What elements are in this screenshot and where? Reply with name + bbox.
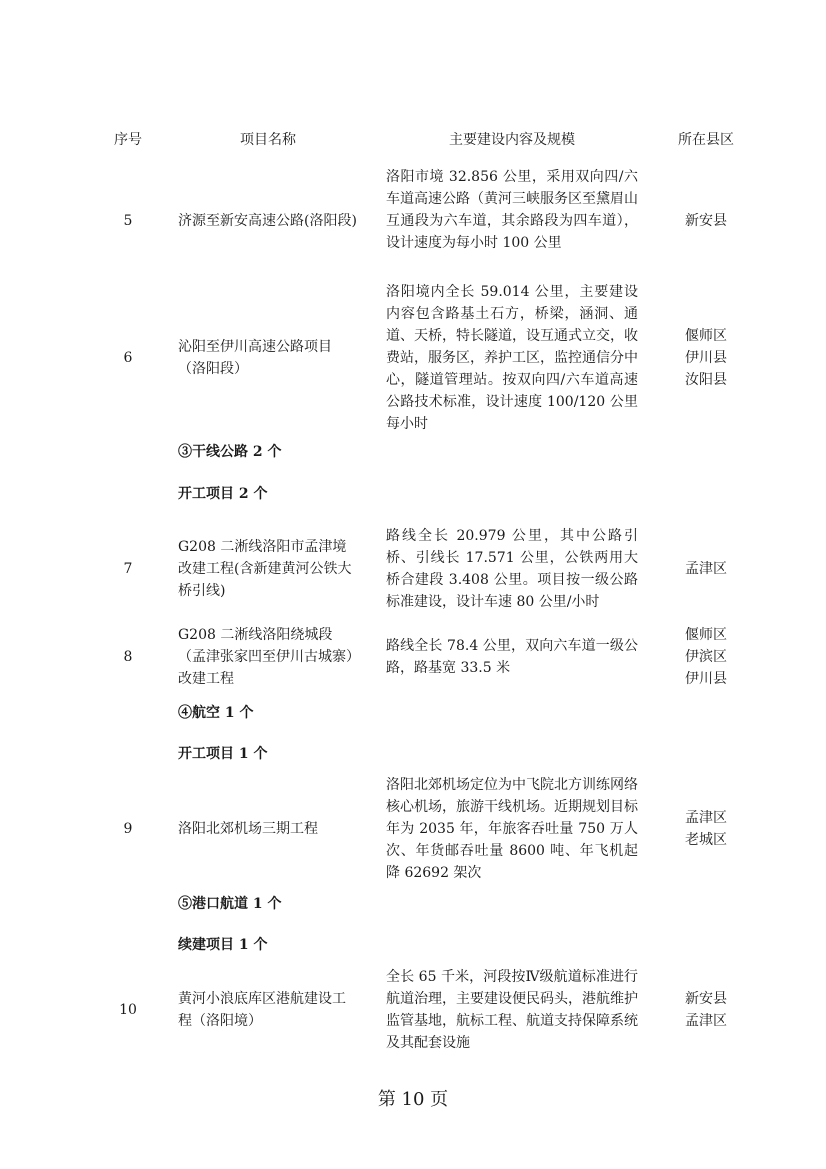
section-title-aviation: ④航空 1 个 — [178, 705, 254, 721]
row-project-name — [178, 966, 358, 1054]
section-title-port-waterway: ⑤港口航道 1 个 — [178, 896, 282, 912]
row-construction-scale: 路线全长 78.4 公里，双向六车道一级公路，路基宽 33.5 米 — [386, 638, 638, 676]
row-county — [664, 624, 748, 690]
row-number — [100, 166, 156, 276]
row-county-text: 新安县 — [685, 213, 727, 229]
header-county: 所在县区 — [678, 132, 734, 148]
row-county-text: 孟津区 老城区 — [685, 810, 727, 848]
row-county-text: 偃师区 伊川县 汝阳县 — [685, 328, 727, 388]
table-row — [0, 281, 826, 435]
row-project-name-text: G208 二淅线洛阳绕城段（孟津张家凹至伊川古城寨）改建工程 — [178, 627, 353, 687]
row-project-name-text: G208 二淅线洛阳市孟津境改建工程(含新建黄河公铁大桥引线) — [178, 539, 352, 599]
section-subtitle-start-projects: 开工项目 1 个 — [178, 746, 268, 762]
table-header — [0, 129, 826, 151]
section-subtitle-start-projects: 开工项目 2 个 — [178, 486, 268, 502]
section-title-trunk-road: ③干线公路 2 个 — [178, 444, 282, 460]
row-project-name-text: 洛阳北郊机场三期工程 — [178, 821, 318, 837]
page-number: 第 10 页 — [377, 1089, 449, 1110]
row-number — [100, 966, 156, 1054]
row-number — [100, 774, 156, 884]
row-construction-scale: 洛阳北郊机场定位为中飞院北方训练网络核心机场，旅游干线机场。近期规划目标年为 2035 年，年旅客吞吐量 750 万人次、年货邮吞吐量 8600 吨、年飞机起降 62692 架次 — [386, 777, 638, 881]
row-county — [664, 281, 748, 435]
row-number-text: 5 — [123, 213, 133, 229]
row-construction-scale: 路线全长 20.979 公里，其中公路引桥、引线长 17.571 公里，公铁两用大桥合建段 3.408 公里。项目按一级公路标准建设，设计车速 80 公里/小时 — [386, 528, 638, 610]
row-county — [664, 166, 748, 276]
header-project-name: 项目名称 — [240, 132, 296, 148]
table-row — [0, 525, 826, 613]
row-number — [100, 624, 156, 690]
row-project-name — [178, 281, 358, 435]
row-project-name — [178, 774, 358, 884]
table-row — [0, 166, 826, 276]
row-project-name — [178, 624, 358, 690]
row-project-name — [178, 525, 358, 613]
row-county-text: 新安县 孟津区 — [685, 991, 727, 1029]
row-county-text: 孟津区 — [685, 561, 727, 577]
row-number — [100, 281, 156, 435]
row-construction-scale: 洛阳境内全长 59.014 公里，主要建设内容包含路基土石方，桥梁，涵洞、通道、天桥，特长隧道，设互通式立交，收费站，服务区，养护工区，监控通信分中心，隧道管理站。按双向四/六车道高速公路技术标准，设计速度 100/120 公里每小时 — [386, 284, 638, 432]
row-number-text: 8 — [123, 649, 133, 665]
row-number — [100, 525, 156, 613]
row-project-name-text: 黄河小浪底库区港航建设工程（洛阳境） — [178, 991, 346, 1029]
row-project-name — [178, 166, 358, 276]
row-number-text: 10 — [119, 1002, 137, 1018]
row-number-text: 7 — [123, 561, 133, 577]
row-number-text: 9 — [123, 821, 133, 837]
row-project-name-text: 沁阳至伊川高速公路项目（洛阳段） — [178, 339, 332, 377]
header-number: 序号 — [114, 132, 142, 148]
section-subtitle-continuing-projects: 续建项目 1 个 — [178, 937, 268, 953]
row-county — [664, 525, 748, 613]
row-project-name-text: 济源至新安高速公路(洛阳段) — [178, 213, 357, 229]
table-row — [0, 624, 826, 690]
table-row — [0, 966, 826, 1054]
row-number-text: 6 — [123, 350, 133, 366]
row-county-text: 偃师区 伊滨区 伊川县 — [685, 627, 727, 687]
table-row — [0, 774, 826, 884]
header-construction-scale: 主要建设内容及规模 — [449, 132, 575, 148]
row-county — [664, 774, 748, 884]
row-construction-scale: 洛阳市境 32.856 公里，采用双向四/六车道高速公路（黄河三峡服务区至黛眉山互通段为六车道，其余路段为四车道），设计速度为每小时 100 公里 — [386, 169, 638, 251]
row-construction-scale: 全长 65 千米，河段按Ⅳ级航道标准进行航道治理，主要建设便民码头，港航维护监管基地，航标工程、航道支持保障系统及其配套设施 — [386, 969, 638, 1051]
row-county — [664, 966, 748, 1054]
